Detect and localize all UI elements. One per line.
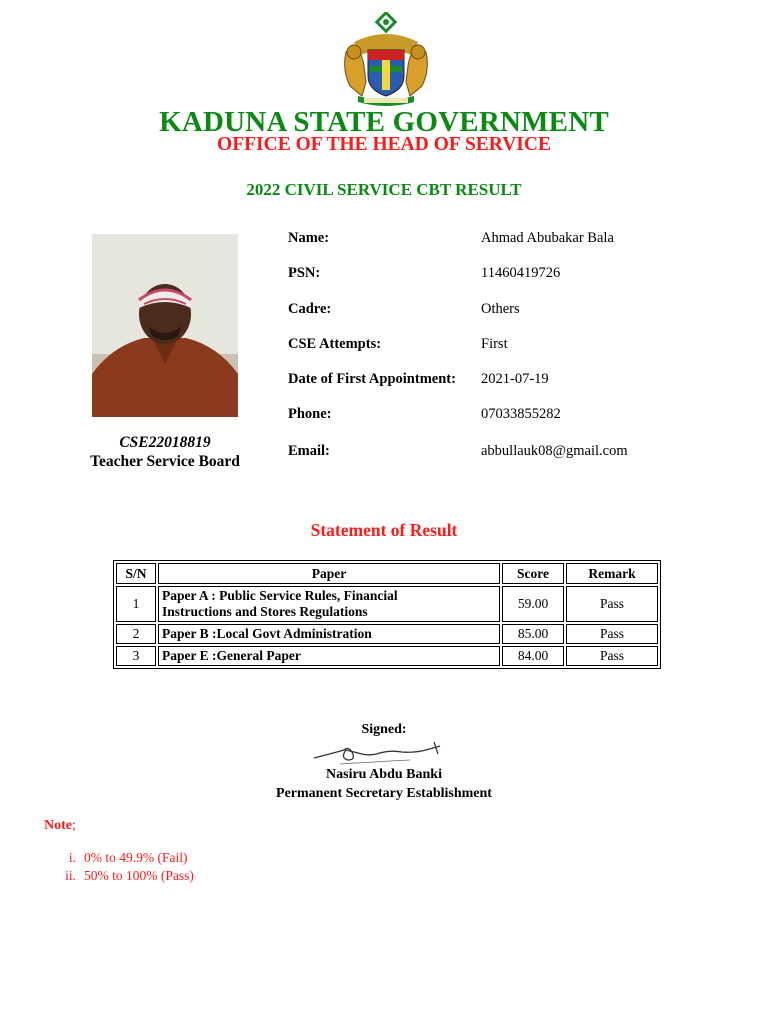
table-row bbox=[116, 646, 658, 666]
signed-label: Signed: bbox=[361, 722, 407, 737]
note-label-text: Note bbox=[44, 818, 72, 833]
header-sn: S/N bbox=[116, 563, 156, 584]
passport-photo bbox=[92, 234, 238, 417]
cell-paper: Paper B :Local Govt Administration bbox=[158, 624, 500, 644]
result-table bbox=[113, 560, 661, 669]
info-value: Ahmad Abubakar Bala bbox=[481, 230, 614, 246]
info-label: Name: bbox=[288, 230, 330, 246]
table-row bbox=[116, 624, 658, 644]
header-paper: Paper bbox=[158, 563, 500, 584]
list-item bbox=[44, 850, 444, 868]
list-item-number: ii. bbox=[65, 868, 76, 883]
government-title: KADUNA STATE GOVERNMENT bbox=[159, 106, 609, 138]
info-value: 2021-07-19 bbox=[481, 371, 549, 387]
info-row-name bbox=[288, 230, 708, 252]
cell-remark: Pass bbox=[566, 624, 658, 644]
info-row-cse-attempts bbox=[288, 336, 708, 358]
signer-name: Nasiru Abdu Banki bbox=[326, 767, 442, 782]
cell-sn: 2 bbox=[116, 624, 156, 644]
header-score: Score bbox=[502, 563, 564, 584]
info-value: abbullauk08@gmail.com bbox=[481, 443, 628, 459]
info-label: Cadre: bbox=[288, 301, 332, 317]
paper-line: Paper A : Public Service Rules, Financial bbox=[162, 588, 398, 603]
table-header-row bbox=[116, 563, 658, 584]
office-title: OFFICE OF THE HEAD OF SERVICE bbox=[217, 134, 551, 155]
cell-paper bbox=[158, 586, 500, 622]
info-label: Date of First Appointment: bbox=[288, 371, 456, 387]
list-item-text: 0% to 49.9% (Fail) bbox=[84, 850, 188, 865]
info-row-cadre bbox=[288, 301, 708, 323]
list-item-text: 50% to 100% (Pass) bbox=[84, 868, 194, 883]
cell-remark: Pass bbox=[566, 646, 658, 666]
cell-score: 84.00 bbox=[502, 646, 564, 666]
cell-paper: Paper E :General Paper bbox=[158, 646, 500, 666]
statement-title: Statement of Result bbox=[310, 520, 458, 540]
info-label: Email: bbox=[288, 443, 330, 459]
info-value: First bbox=[481, 336, 508, 352]
note-list bbox=[44, 850, 444, 886]
person-silhouette-icon bbox=[92, 234, 238, 417]
cell-sn: 1 bbox=[116, 586, 156, 622]
info-value: Others bbox=[481, 301, 520, 317]
info-value: 07033855282 bbox=[481, 406, 561, 422]
list-item-number: i. bbox=[68, 850, 76, 865]
signer-title: Permanent Secretary Establishment bbox=[276, 786, 492, 801]
paper-line: Instructions and Stores Regulations bbox=[162, 604, 368, 619]
header-remark: Remark bbox=[566, 563, 658, 584]
info-label: CSE Attempts: bbox=[288, 336, 382, 352]
cell-sn: 3 bbox=[116, 646, 156, 666]
signature-image bbox=[310, 738, 458, 770]
cell-remark: Pass bbox=[566, 586, 658, 622]
info-row-psn bbox=[288, 265, 708, 287]
cell-score: 85.00 bbox=[502, 624, 564, 644]
list-item bbox=[44, 868, 444, 886]
info-label: Phone: bbox=[288, 406, 332, 422]
info-value: 11460419726 bbox=[481, 265, 561, 281]
info-row-phone bbox=[288, 406, 708, 428]
coat-of-arms-icon bbox=[340, 12, 432, 108]
note-punct: ; bbox=[72, 818, 76, 833]
info-row-email bbox=[288, 443, 708, 465]
info-row-first-appointment bbox=[288, 371, 708, 393]
cell-score: 59.00 bbox=[502, 586, 564, 622]
note-label bbox=[44, 818, 76, 834]
result-title: 2022 CIVIL SERVICE CBT RESULT bbox=[246, 180, 522, 199]
candidate-id: CSE22018819 bbox=[119, 434, 211, 451]
info-label: PSN: bbox=[288, 265, 321, 281]
table-row bbox=[116, 586, 658, 622]
candidate-board: Teacher Service Board bbox=[90, 453, 240, 470]
